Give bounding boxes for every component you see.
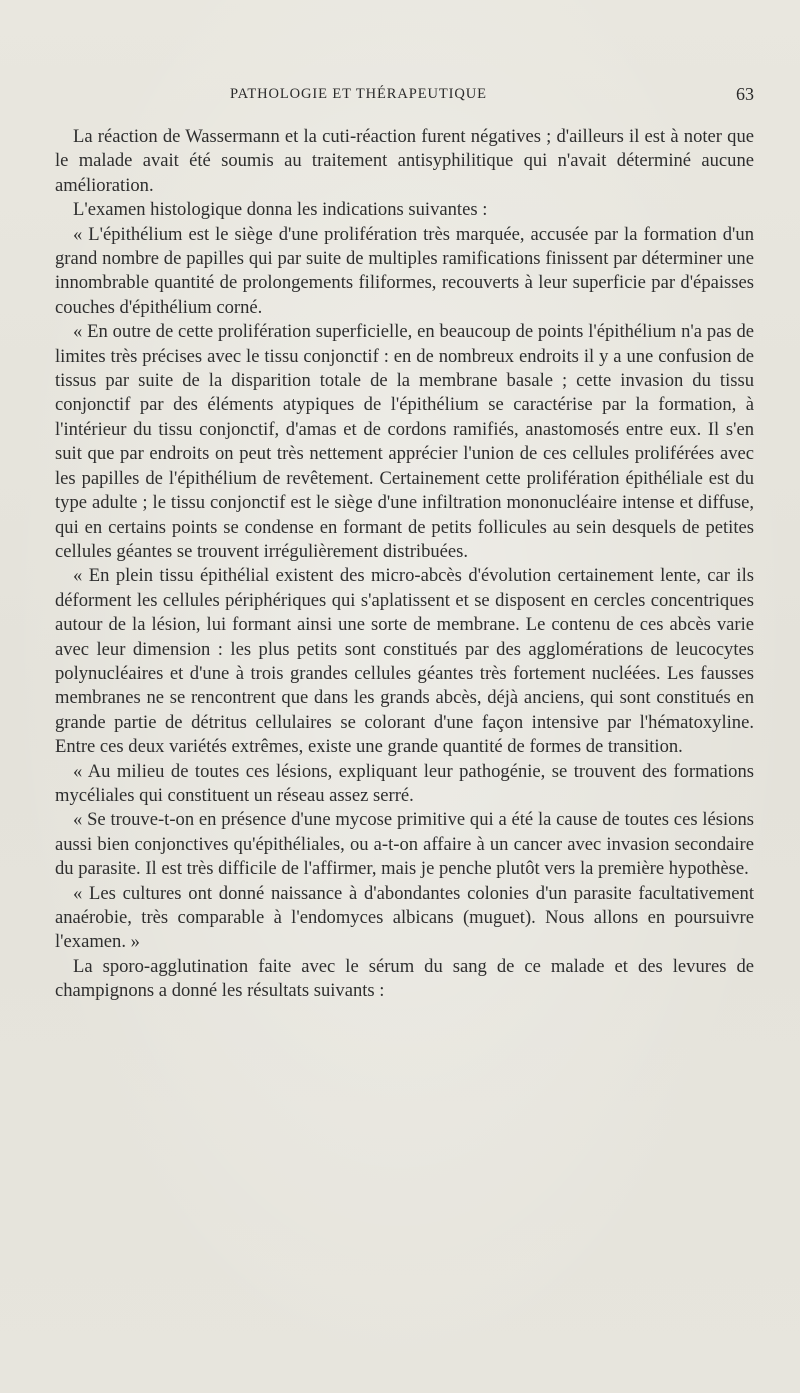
paragraph-sporo-agglutination: La sporo-agglutination faite avec le sérum du sang de ce malade et des levures de champignons a donné les résultats suivants : [55, 955, 754, 1002]
paragraph-serology: La réaction de Wassermann et la cuti-réaction furent négatives ; d'ailleurs il est à noter que le malade avait été soumis au traitement antisyphilitique qui n'avait déterminé aucune amélioration. [55, 126, 754, 196]
paragraph-histology-intro: L'examen histologique donna les indications suivantes : [73, 199, 488, 221]
paragraph-micro-abscesses: « En plein tissu épithélial existent des micro-abcès d'évolution certainement lente, car ils déforment les cellules périphériques qui s'aplatissent et se disposent en cercles concentriques autour de la lésion, lui formant ainsi une sorte de membrane. Le contenu de ces abcès varie avec leur dimension : les plus petits sont constitués par des agglomérations de leucocytes polynucléaires et d'une à trois grandes cellules géantes très fortement nucléées. Les fausses membranes ne se rencontrent que dans les grands abcès, déjà anciens, qui sont constitués en grande partie de détritus cellulaires se colorant d'une façon intensive par l'hématoxyline. Entre ces deux variétés extrêmes, existe une grande quantité de formes de transition. [55, 565, 754, 758]
paragraph-mycosis: « Se trouve-t-on en présence d'une mycose primitive qui a été la cause de toutes ces lésions aussi bien conjonctives qu'épithéliales, ou a-t-on affaire à un cancer avec invasion secondaire du parasite. Il est très difficile de l'affirmer, mais je penche plutôt vers la première hypothèse. [55, 809, 754, 880]
page-number: 63 [736, 84, 754, 104]
running-title: PATHOLOGIE ET THÉRAPEUTIQUE [230, 86, 487, 102]
paragraph-mycelial: « Au milieu de toutes ces lésions, expliquant leur pathogénie, se trouvent des formations mycéliales qui constituent un réseau assez serré. [55, 760, 754, 806]
paragraph-cultures: « Les cultures ont donné naissance à d'abondantes colonies d'un parasite facultativement anaérobie, très comparable à l'endomyces albicans (muguet). Nous allons en poursuivre l'examen. » [55, 882, 754, 953]
paragraph-proliferation: « En outre de cette prolifération superficielle, en beaucoup de points l'épithélium n'a pas de limites très précises avec le tissu conjonctif : en de nombreux endroits il y a une confusion de tissus par suite de la disparition totale de la membrane basale ; cette invasion du tissu conjonctif par des éléments atypiques de l'épithélium se caractérise par la formation, à l'intérieur du tissu conjonctif, d'amas et de cordons ramifiés, anastomosés entre eux. Il s'en suit que par endroits on peut très nettement apprécier l'union de ces cellules proliférées avec les papilles de l'épithélium de revêtement. Certainement cette prolifération épithéliale est du type adulte ; le tissu conjonctif est le siège d'une infiltration mononucléaire intense et diffuse, qui en certains points se condense en formant de petits follicules au sein desquels de petites cellules géantes se trouvent irrégulièrement distribuées. [55, 321, 754, 562]
body-text [55, 125, 754, 1004]
page-header [230, 86, 754, 108]
paragraph-epithelium: « L'épithélium est le siège d'une prolifération très marquée, accusée par la formation d'un grand nombre de papilles qui par suite de multiples ramifications finissent par déterminer une innombrable quantité de prolongements filiformes, recouverts à leur superficie par d'épaisses couches d'épithélium corné. [55, 223, 754, 318]
